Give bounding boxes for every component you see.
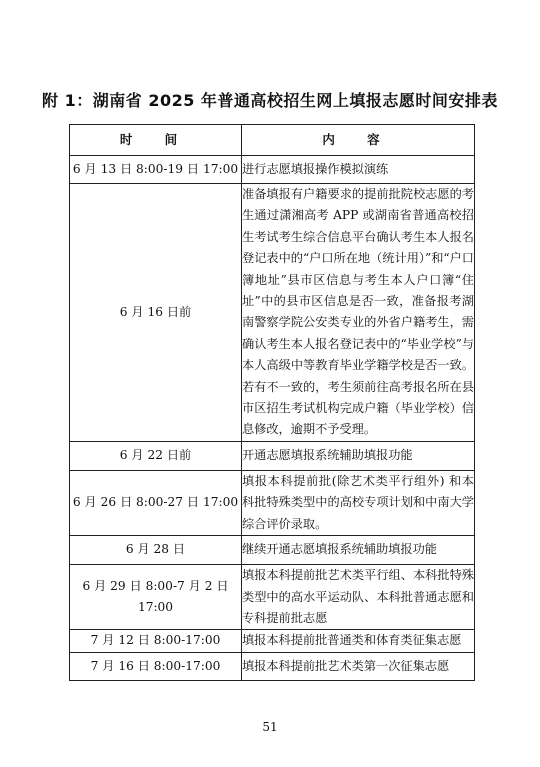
time-cell: 7 月 16 日 8:00-17:00 [70, 652, 242, 680]
table-row [70, 536, 475, 565]
table-row [70, 630, 475, 652]
time-cell: 6 月 28 日 [70, 536, 242, 565]
table-row [70, 652, 475, 680]
header-time: 时 间 [70, 125, 242, 156]
table-row [70, 565, 475, 630]
content-cell: 进行志愿填报操作模拟演练 [242, 156, 475, 184]
table-row [70, 470, 475, 535]
time-cell: 7 月 12 日 8:00-17:00 [70, 630, 242, 652]
time-cell: 6 月 26 日 8:00-27 日 17:00 [70, 470, 242, 535]
content-cell: 填报本科提前批艺术类第一次征集志愿 [242, 652, 475, 680]
content-cell: 继续开通志愿填报系统辅助填报功能 [242, 536, 475, 565]
header-content: 内 容 [242, 125, 475, 156]
time-cell: 6 月 13 日 8:00-19 日 17:00 [70, 156, 242, 184]
content-cell: 填报本科提前批艺术类平行组、本科批特殊类型中的高水平运动队、本科批普通志愿和专科提前批志愿 [242, 565, 475, 630]
table-row [70, 184, 475, 442]
content-cell: 填报本科提前批普通类和体育类征集志愿 [242, 630, 475, 652]
table-row [70, 441, 475, 470]
schedule-table [69, 124, 475, 681]
page-number: 51 [262, 720, 278, 734]
content-cell: 填报本科提前批(除艺术类平行组外) 和本科批特殊类型中的高校专项计划和中南大学综合评价录取。 [242, 470, 475, 535]
time-cell: 6 月 16 日前 [70, 184, 242, 442]
table-header-row [70, 125, 475, 156]
content-cell: 准备填报有户籍要求的提前批院校志愿的考生通过潇湘高考 APP 或湖南省普通高校招生考试考生综合信息平台确认考生本人报名登记表中的“户口所在地（统计用）”和“户口簿地址”县市区信息与考生本人户口簿“住址”中的县市区信息是否一致，准备报考湖南警察学院公安类专业的外省户籍考生，需确认考生本人报名登记表中的“毕业学校”与本人高级中等教育毕业学籍学校是否一致。若有不一致的，考生须前往高考报名所在县市区招生考试机构完成户籍（毕业学校）信息修改，逾期不予受理。 [242, 184, 475, 442]
time-cell: 6 月 29 日 8:00-7 月 2 日 17:00 [70, 565, 242, 630]
page-title: 附 1：湖南省 2025 年普通高校招生网上填报志愿时间安排表 [42, 91, 498, 110]
time-cell: 6 月 22 日前 [70, 441, 242, 470]
table-row [70, 156, 475, 184]
content-cell: 开通志愿填报系统辅助填报功能 [242, 441, 475, 470]
